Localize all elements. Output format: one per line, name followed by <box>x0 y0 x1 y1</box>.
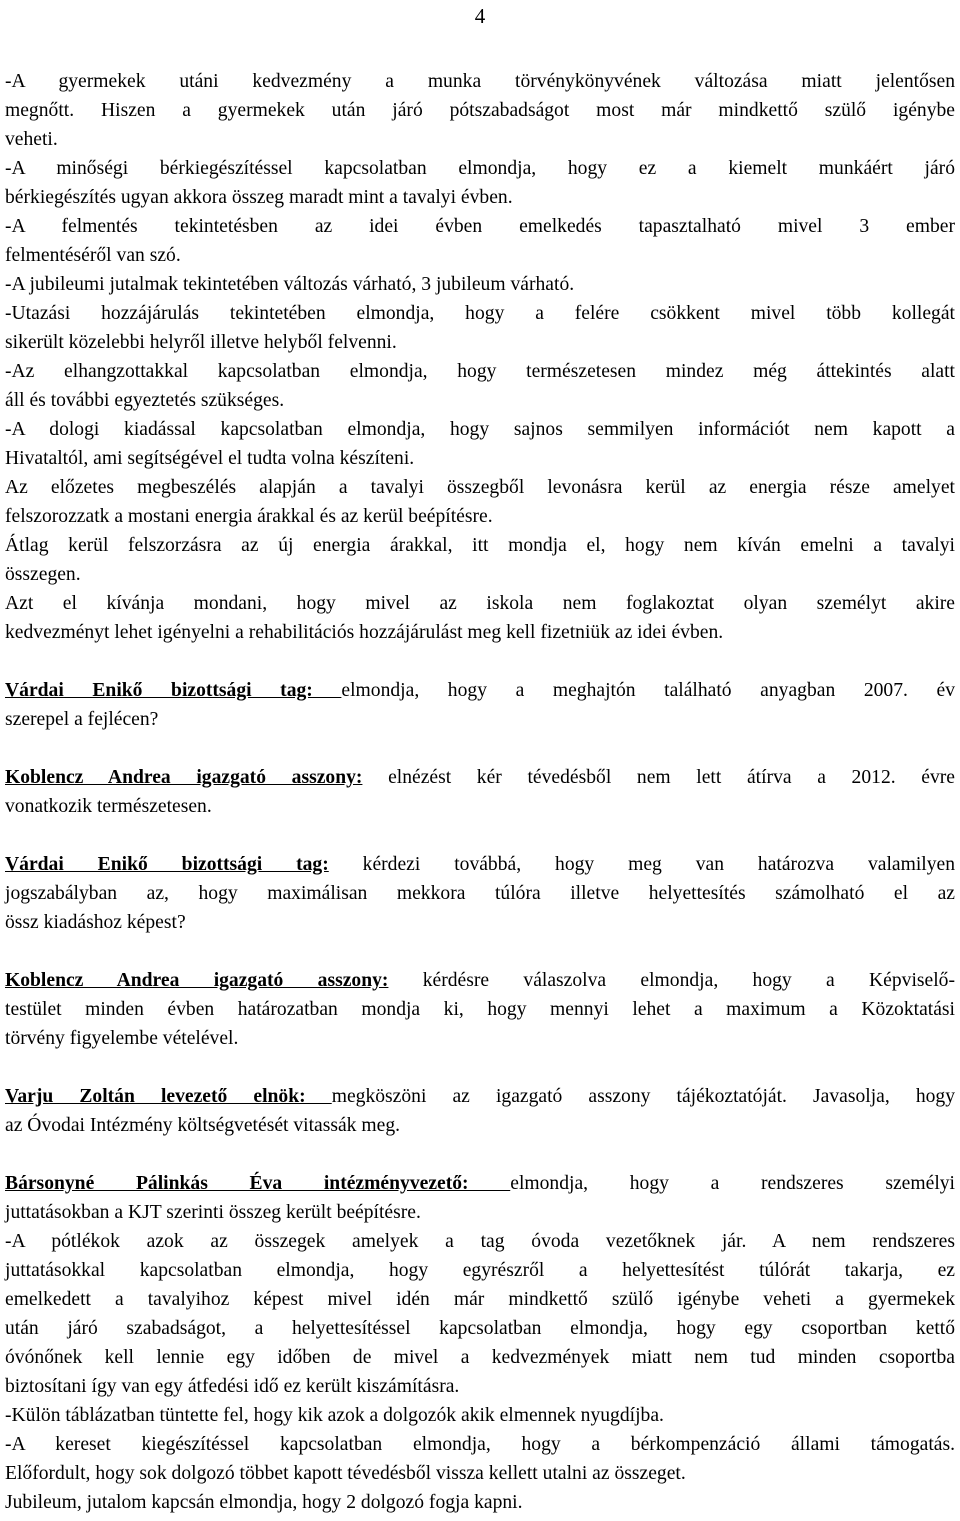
speech-text: elmondja, hogy a meghajtón található anyagban 2007. év <box>341 680 955 701</box>
text-line: az Óvodai Intézmény költségvetését vitassák meg. <box>5 1115 401 1136</box>
text-line: -A dologi kiadással kapcsolatban elmondja, hogy sajnos semmilyen információt nem kapott a <box>5 419 955 440</box>
speech-text: megköszöni az igazgató asszony tájékoztatóját. Javasolja, hogy <box>331 1086 956 1107</box>
text-line: Az előzetes megbeszélés alapján a tavalyi összegből levonásra kerül az energia része amelyet <box>5 477 955 498</box>
text-line: kedvezményt lehet igényelni a rehabilitációs hozzájárulást meg kell fizetniük az idei évben. <box>5 622 724 643</box>
speaker-name: Várdai Enikő bizottsági tag: <box>5 680 342 701</box>
text-line: Előfordult, hogy sok dolgozó többet kapott tévedésből vissza kellett utalni az összeget. <box>5 1463 686 1484</box>
text-line: törvény figyelembe vételével. <box>5 1028 239 1049</box>
text-line: -Utazási hozzájárulás tekintetében elmondja, hogy a felére csökkent mivel több kollegát <box>5 303 955 324</box>
text-line: jogszabályban az, hogy maximálisan mekkora túlóra illetve helyettesítés számolható el az <box>5 883 955 904</box>
speaker-paragraph-line <box>5 1082 955 1111</box>
text-line: -A gyermekek utáni kedvezmény a munka törvénykönyvének változása miatt jelentősen <box>5 71 955 92</box>
text-line: biztosítani így van egy átfedési idő ez került kiszámításra. <box>5 1376 460 1397</box>
page-number: 4 <box>474 4 486 28</box>
speaker-paragraph-line <box>5 966 955 995</box>
text-line: -Külön táblázatban tüntette fel, hogy kik azok a dolgozók akik elmennek nyugdíjba. <box>5 1405 664 1426</box>
text-line: -A jubileumi jutalmak tekintetében változás várható, 3 jubileum várható. <box>5 274 575 295</box>
speech-text: elnézést kér tévedésből nem lett átírva a 2012. évre <box>362 767 956 788</box>
text-line: sikerült közelebbi helyről illetve helyből felvenni. <box>5 332 397 353</box>
text-line: testület minden évben határozatban mondja ki, hogy mennyi lehet a maximum a Közoktatási <box>5 999 955 1020</box>
text-line: juttatásokban a KJT szerinti összeg került beépítésre. <box>5 1202 421 1223</box>
speaker-name: Bársonyné Pálinkás Éva intézményvezető: <box>5 1173 511 1194</box>
text-line: bérkiegészítés ugyan akkora összeg maradt mint a tavalyi évben. <box>5 187 513 208</box>
text-line: emelkedett a tavalyihoz képest mivel idén már mindkettő szülő igénybe veheti a gyermekek <box>5 1289 955 1310</box>
text-line: -A minőségi bérkiegészítéssel kapcsolatban elmondja, hogy ez a kiemelt munkáért járó <box>5 158 955 179</box>
speaker-name: Várdai Enikő bizottsági tag: <box>5 854 329 875</box>
text-line: Jubileum, jutalom kapcsán elmondja, hogy 2 dolgozó fogja kapni. <box>5 1492 523 1513</box>
text-line: -A pótlékok azok az összegek amelyek a tag óvoda vezetőknek jár. A nem rendszeres <box>5 1231 955 1252</box>
text-line: megnőtt. Hiszen a gyermekek után járó pótszabadságot most már mindkettő szülő igénybe <box>5 100 955 121</box>
text-line: óvónőnek kell lennie egy időben de mivel a kedvezmények miatt nem tud minden csoportba <box>5 1347 955 1368</box>
speech-text: elmondja, hogy a rendszeres személyi <box>510 1173 955 1194</box>
speaker-paragraph-line <box>5 676 955 705</box>
speech-text: kérdezi továbbá, hogy meg van határozva valamilyen <box>328 854 955 875</box>
speaker-name: Varju Zoltán levezető elnök: <box>5 1086 332 1107</box>
text-line: Átlag kerül felszorzásra az új energia árakkal, itt mondja el, hogy nem kíván emelni a tavalyi <box>5 535 955 556</box>
speaker-name: Koblencz Andrea igazgató asszony: <box>5 970 389 991</box>
speech-text: kérdésre válaszolva elmondja, hogy a Képviselő- <box>388 970 956 991</box>
document-body <box>5 67 955 1517</box>
speaker-paragraph-line <box>5 763 955 792</box>
text-line: áll és további egyeztetés szükséges. <box>5 390 285 411</box>
text-line: felmentéséről van szó. <box>5 245 181 266</box>
speaker-paragraph-line <box>5 1169 955 1198</box>
text-line: után járó szabadságot, a helyettesítéssel kapcsolatban elmondja, hogy egy csoportban kettő <box>5 1318 955 1339</box>
speaker-paragraph-line <box>5 850 955 879</box>
text-line: Azt el kívánja mondani, hogy mivel az iskola nem foglakoztat olyan személyt akire <box>5 593 955 614</box>
text-line: -Az elhangzottakkal kapcsolatban elmondja, hogy természetesen mindez még áttekintés alatt <box>5 361 955 382</box>
speaker-name: Koblencz Andrea igazgató asszony: <box>5 767 363 788</box>
text-line: vonatkozik természetesen. <box>5 796 212 817</box>
text-line: Hivataltól, ami segítségével el tudta volna készíteni. <box>5 448 415 469</box>
text-line: össz kiadáshoz képest? <box>5 912 186 933</box>
text-line: veheti. <box>5 129 58 150</box>
text-line: szerepel a fejlécen? <box>5 709 159 730</box>
text-line: összegen. <box>5 564 81 585</box>
text-line: felszorozzatk a mostani energia árakkal és az kerül beépítésre. <box>5 506 493 527</box>
text-line: -A kereset kiegészítéssel kapcsolatban elmondja, hogy a bérkompenzáció állami támogatás. <box>5 1434 955 1455</box>
text-line: -A felmentés tekintetésben az idei évben emelkedés tapasztalható mivel 3 ember <box>5 216 955 237</box>
text-line: juttatásokkal kapcsolatban elmondja, hogy egyrészről a helyettesítést túlórát takarja, ez <box>5 1260 955 1281</box>
